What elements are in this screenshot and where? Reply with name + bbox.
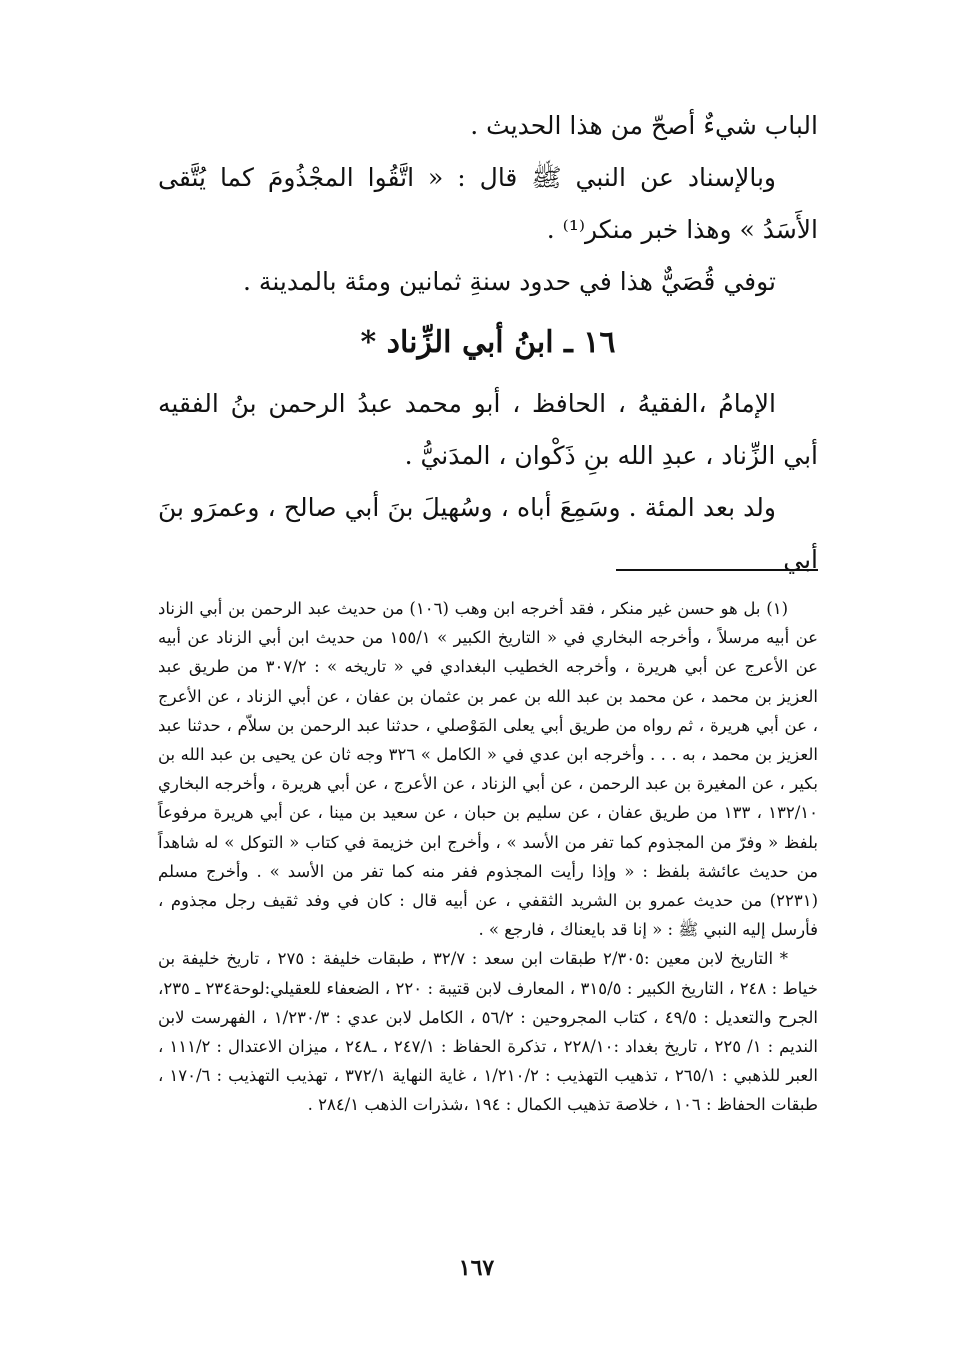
paragraph-hadith: وبالإسناد عن النبي ﷺ قال : « اتَّقُوا المجْذُومَ كما يُتَّقى الأَسَدُ » وهذا خبر منكر⁽¹⁾ . xyxy=(158,163,818,244)
paragraph-continuation: الباب شيءٌ أصحّ من هذا الحديث . xyxy=(470,111,818,140)
biography-heading: ١٦ ـ ابنُ أبي الزِّناد * xyxy=(360,325,616,360)
footnotes xyxy=(158,594,818,1120)
paragraph-biography-birth: ولد بعد المئة . وسَمِعَ أباه ، وسُهيلَ بنَ أبي صالح ، وعمرَو بنَ أبي xyxy=(158,493,818,574)
main-text xyxy=(158,100,818,586)
paragraph-death-note: توفي قُصَيٌّ هذا في حدود سنةِ ثمانين ومئة بالمدينة . xyxy=(243,267,776,296)
footnote-separator xyxy=(616,569,818,571)
footnote-sources: * التاريخ لابن معين :٢/٣٠٥ طبقات ابن سعد : ٣٢/٧ ، طبقات خليفة : ٢٧٥ ، تاريخ خليفة بن خياط : ٢٤٨ ، التاريخ الكبير : ٣١٥/٥ ، المعارف لابن قتيبة : ٢٢٠ ، الضعفاء للعقيلي:لوحة٢٣٤ ـ ٢٣٥، الجرح والتعديل : ٤٩/٥ ، كتاب المجروحين : ٥٦/٢ ، الكامل لابن عدي : ١/٢٣٠/٣ ، الفهرست لابن النديم : ١/ ٢٢٥ ، تاريخ بغداد :٢٢٨/١٠ ، تذكرة الحفاظ : ٢٤٧/١ ، ـ٢٤٨ ، ميزان الاعتدال : ١١١/٢ ، العبر للذهبي : ٢٦٥/١ ، تذهيب التهذيب : ١/٢١٠/٢ ، غاية النهاية ٣٧٢/١ ، تهذيب التهذيب : ١٧٠/٦ ، طبقات الحفاظ : ١٠٦ ، خلاصة تذهيب الكمال : ١٩٤ ،شذرات الذهب ٢٨٤/١ . xyxy=(158,949,818,1115)
paragraph-biography-name: الإمامُ ،الفقيهُ ، الحافظ ، أبو محمد عبدُ الرحمن بنُ الفقيه أبي الزِّناد ، عبدِ الله بنِ ذَكْوان ، المدَنيُّ . xyxy=(158,389,818,470)
footnote-1: (١) بل هو حسن غير منكر ، فقد أخرجه ابن وهب (١٠٦) من حديث عبد الرحمن بن أبي الزناد عن أبيه مرسلاً ، وأخرجه البخاري في « التاريخ الكبير » ١٥٥/١ من حديث ابن أبي الزناد عن أبيه عن الأعرج عن أبي هريرة ، وأخرجه الخطيب البغدادي في « تاريخه » : ٣٠٧/٢ من طريق عبد العزيز بن محمد ، عن محمد بن عبد الله بن عمر بن عثمان بن عفان ، عن أبي الزناد ، عن الأعرج ، عن أبي هريرة ، ثم رواه من طريق أبي يعلى المَوْصلي ، حدثنا عبد الرحمن بن سلاّم ، حدثنا عبد العزيز بن محمد ، به . . . وأخرجه ابن عدي في « الكامل » ٣٢٦ وجه ثان عن يحيى بن عبد الله بن بكير ، عن المغيرة بن عبد الرحمن ، عن أبي الزناد ، عن الأعرج ، عن أبي هريرة ، وأخرجه البخاري ١٣٢/١٠ ، ١٣٣ من طريق عفان ، عن سليم بن حبان ، عن سعيد بن مينا ، عن أبي هريرة مرفوعاً بلفظ « وفرّ من المجذوم كما تفر من الأسد » ، وأخرج ابن خزيمة في كتاب « التوكل » له شاهداً من حديث عائشة بلفظ : « وإذا رأيت المجذوم ففر منه كما تفر من الأسد » . وأخرج مسلم (٢٢٣١) من حديث عمرو بن الشريد الثقفي ، عن أبيه قال : كان في وفد ثقيف رجل مجذوم ، فأرسل إليه النبي ﷺ : « إنا قد بايعناك ، فارجع » . xyxy=(158,599,818,940)
page-number: ١٦٧ xyxy=(458,1255,495,1281)
